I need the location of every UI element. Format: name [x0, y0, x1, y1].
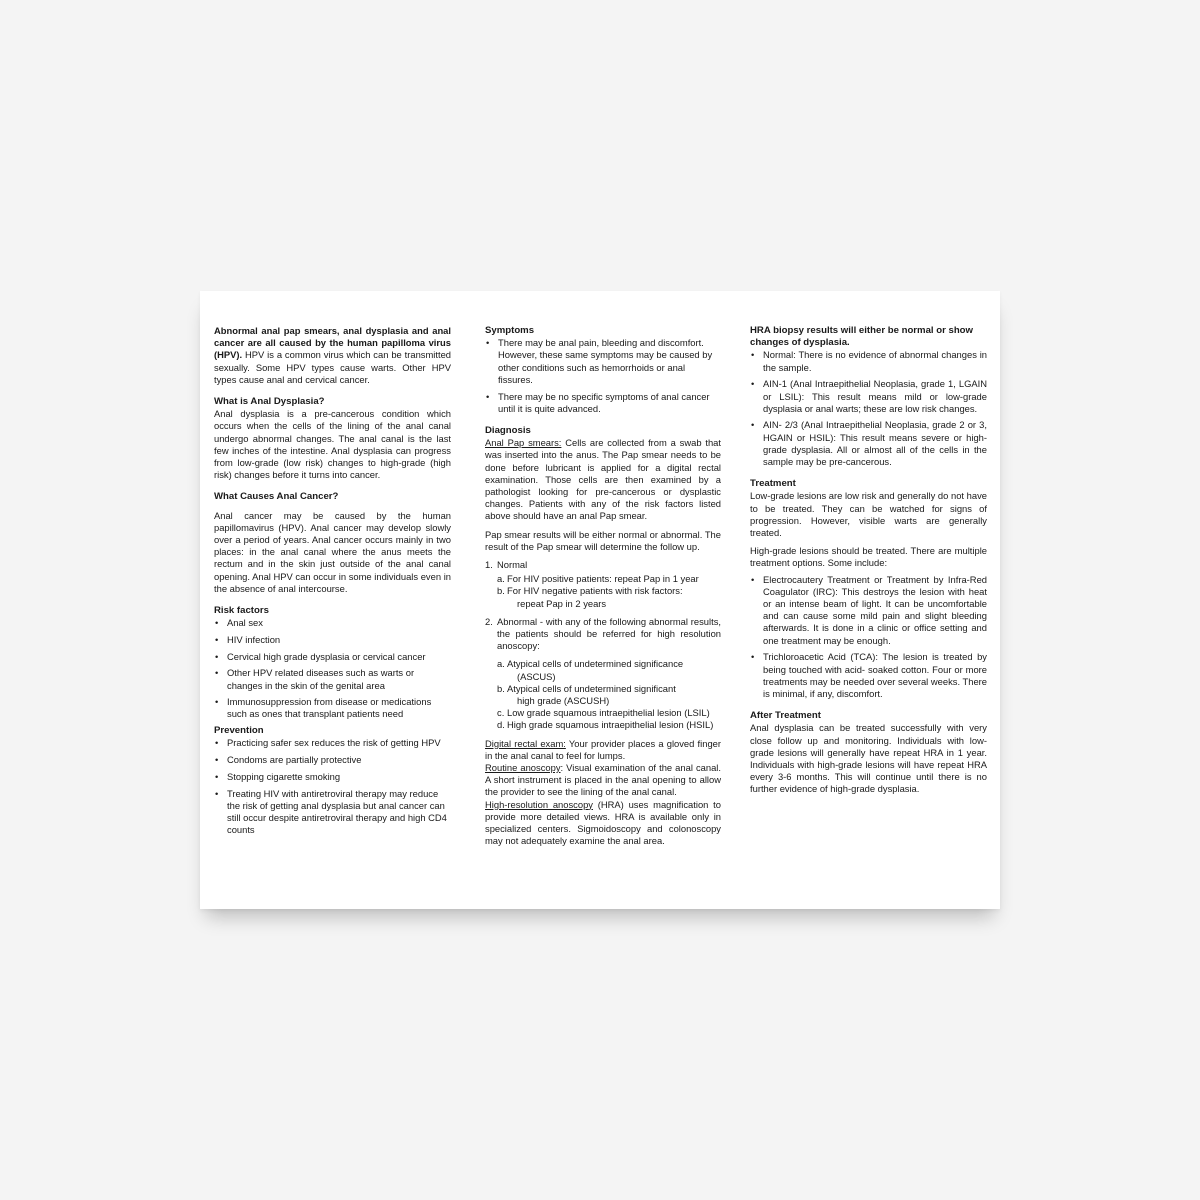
anoscopy-label: Routine anoscopy — [485, 762, 561, 773]
abn-c-text: Low grade squamous intraepithelial lesion (LSIL) — [507, 707, 710, 719]
abn-a-text-cont: (ASCUS) — [517, 670, 556, 682]
treatment-heading: Treatment — [750, 478, 796, 490]
dre-text: Your provider places a gloved finger in the anal canal to feel for lumps. — [485, 737, 721, 761]
treatment-text-2: High-grade lesions should be treated. There are multiple treatment options. Some include: — [750, 545, 987, 569]
brochure-page — [200, 291, 1000, 909]
list-item — [485, 616, 721, 732]
list-item — [497, 658, 721, 682]
list-item: • Cervical high grade dysplasia or cervical cancer — [214, 651, 451, 663]
dre-label: Digital rectal exam: — [485, 737, 566, 749]
abnormal-text: Abnormal - with any of the following abnormal results, the patients should be referred for high resolution anoscopy: — [497, 615, 721, 652]
causes-text: Anal cancer may be caused by the human papillomavirus (HPV). Anal cancer may develop slowly over a period of years. Anal cancer occurs mainly in two places: in the anal canal where the anus meets the rectum and in the skin just outside of the anal canal opening. Anal HPV can occur in some individuals even in the absence of anal intercourse. — [214, 509, 451, 594]
pap-text: Cells are collected from a swab that was inserted into the anus. The Pap smear needs to be done before lubricant is applied for a digital rectal examination. Those cells are then examined by a pathologist looking for pre-cancerous or dysplastic changes. Patients with any of the risk factors listed above should have an anal Pap smear. — [485, 437, 722, 522]
list-item — [497, 573, 721, 585]
dysplasia-text: Anal dysplasia is a pre-cancerous condition which occurs when the cells of the lining of the anal canal undergo abnormal changes. The anal canal is the last few inches of the intestine. Anal dysplasia can progress from low-grade (low risk) changes to high-grade (high risk) changes before it turns into cancer. — [214, 408, 451, 481]
list-item: • Immunosuppression from disease or medications such as ones that transplant patients need — [214, 696, 451, 720]
pap-paragraph — [485, 437, 721, 522]
list-letter: c. — [497, 707, 505, 719]
list-item: • Trichloroacetic Acid (TCA): The lesion is treated by being touched with acid- soaked cotton. Four or more treatments may be needed over several weeks. There is minimal, if any, discomfort. — [750, 651, 987, 700]
list-item: • Practicing safer sex reduces the risk of getting HPV — [214, 737, 451, 749]
list-item: • AIN-1 (Anal Intraepithelial Neoplasia, grade 1, LGAIN or LSIL): This result means mild or low-grade dysplasia or anal warts; these are low risk changes. — [750, 378, 987, 415]
intro-bold: Abnormal anal pap smears, anal dysplasia and anal cancer are all caused by the human papilloma virus (HPV). — [214, 325, 451, 361]
list-letter: b. — [497, 682, 505, 694]
biopsy-heading: HRA biopsy results will either be normal or show changes of dysplasia. — [750, 325, 974, 349]
column-middle — [485, 325, 721, 847]
list-item: • Normal: There is no evidence of abnormal changes in the sample. — [750, 349, 987, 373]
normal-a-text: For HIV positive patients: repeat Pap in 1 year — [507, 573, 699, 585]
hra-paragraph — [485, 799, 721, 848]
normal-label: Normal — [497, 558, 528, 570]
list-number: 2. — [485, 615, 493, 627]
anoscopy-text: : Visual examination of the anal canal. A short instrument is placed in the anal opening to allow the provider to see the lining of the anal canal. — [485, 762, 721, 798]
list-item — [497, 707, 721, 719]
hra-label: High-resolution anoscopy — [485, 798, 593, 810]
list-letter: b. — [497, 585, 505, 597]
hra-text: (HRA) uses magnification to provide more detailed views. HRA is available only in specialized centers. Sigmoidoscopy and colonoscopy may not adequately examine the anal area. — [485, 798, 721, 847]
pap-label: Anal Pap smears: — [485, 437, 562, 449]
after-treatment-heading: After Treatment — [750, 710, 821, 722]
results-text: Pap smear results will be either normal or abnormal. The result of the Pap smear will determine the follow up. — [485, 528, 721, 552]
dre-paragraph — [485, 738, 721, 762]
biopsy-list — [750, 349, 987, 468]
diagnosis-heading: Diagnosis — [485, 424, 531, 436]
symptoms-heading: Symptoms — [485, 325, 535, 336]
normal-b-text-cont: repeat Pap in 2 years — [517, 597, 607, 609]
anoscopy-paragraph — [485, 762, 721, 799]
list-item — [485, 559, 721, 610]
after-treatment-text: Anal dysplasia can be treated successfully with very close follow up and monitoring. Individuals with low-grade lesions will generally have repeat HRA in 1 year. Individuals with high-grade lesions will have repeat HRA every 3-6 months. This will continue until there is no further evidence of high-grade dysplasia. — [750, 722, 987, 795]
list-letter: d. — [497, 719, 505, 731]
treatment-list — [750, 574, 987, 701]
risk-list — [214, 617, 451, 720]
abn-b-text: Atypical cells of undetermined significant — [507, 682, 676, 694]
list-letter: a. — [497, 658, 505, 670]
normal-b-text: For HIV negative patients with risk factors: — [507, 585, 683, 597]
list-item: • Electrocautery Treatment or Treatment by Infra-Red Coagulator (IRC): This destroys the lesion with heat or an intense beam of light. It can be uncomfortable and can cause some mild pain and slight bleeding afterwards. It is done in a clinic or office setting and one treatment may be enough. — [750, 574, 987, 647]
symptoms-list — [485, 337, 721, 415]
list-letter: a. — [497, 573, 505, 585]
list-item — [497, 683, 721, 707]
list-item: • Condoms are partially protective — [214, 754, 451, 766]
prevention-heading: Prevention — [214, 725, 264, 737]
normal-sublist — [497, 573, 721, 610]
abn-b-text-cont: high grade (ASCUSH) — [517, 694, 610, 706]
list-item: • There may be anal pain, bleeding and discomfort. However, these same symptoms may be caused by other conditions such as hemorrhoids or anal fissures. — [485, 337, 721, 386]
risk-heading: Risk factors — [214, 605, 269, 617]
column-right — [750, 325, 987, 796]
results-list — [485, 559, 721, 732]
list-item: • HIV infection — [214, 634, 451, 646]
intro-paragraph — [214, 325, 451, 386]
causes-heading: What Causes Anal Cancer? — [214, 491, 339, 503]
list-item: • Treating HIV with antiretroviral therapy may reduce the risk of getting anal dysplasia but anal cancer can still occur despite antiretroviral therapy and high CD4 counts — [214, 788, 451, 837]
list-item: • Anal sex — [214, 617, 451, 629]
abn-a-text: Atypical cells of undetermined significance — [507, 658, 684, 670]
list-item — [497, 719, 721, 731]
treatment-text-1: Low-grade lesions are low risk and generally do not have to be treated. They can be watched for signs of progression. However, visible warts are generally treated. — [750, 490, 987, 539]
prevention-list — [214, 737, 451, 836]
abnormal-sublist — [497, 658, 721, 731]
list-item: • There may be no specific symptoms of anal cancer until it is quite advanced. — [485, 391, 721, 415]
column-left — [214, 325, 451, 841]
list-item: • AIN- 2/3 (Anal Intraepithelial Neoplasia, grade 2 or 3, HGAIN or HSIL): This result means severe or high-grade dysplasia. All or almost all of the cells in the sample may be pre-cancerous. — [750, 419, 987, 468]
list-item — [497, 585, 721, 609]
intro-text: HPV is a common virus which can be transmitted sexually. Some HPV types cause warts. Other HPV types cause anal and cervical cancer. — [214, 349, 451, 385]
list-item: • Other HPV related diseases such as warts or changes in the skin of the genital area — [214, 667, 451, 691]
list-item: • Stopping cigarette smoking — [214, 771, 451, 783]
list-number: 1. — [485, 558, 493, 570]
abn-d-text: High grade squamous intraepithelial lesion (HSIL) — [507, 719, 714, 731]
dysplasia-heading: What is Anal Dysplasia? — [214, 396, 325, 408]
